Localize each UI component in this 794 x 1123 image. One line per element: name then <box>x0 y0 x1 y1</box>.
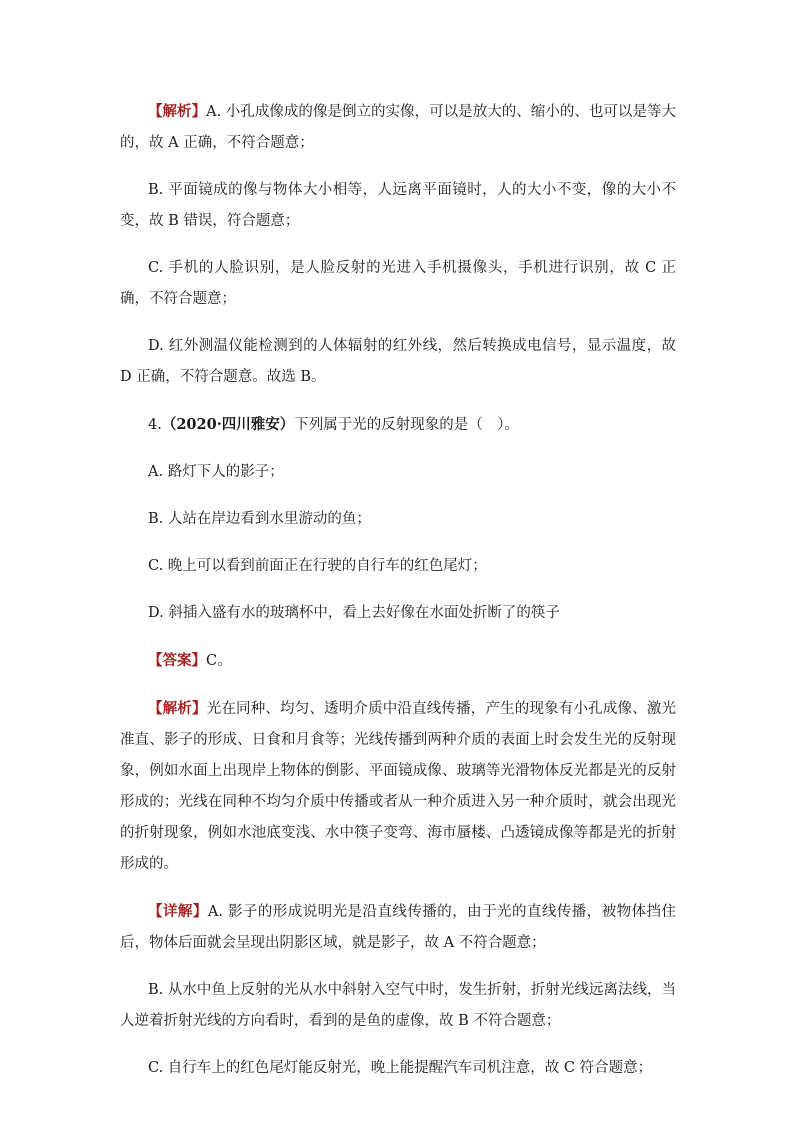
analysis-d-text: D. 红外测温仪能检测到的人体辐射的红外线，然后转换成电信号，显示温度，故 D 正确，不符合题意。故选 B。 <box>120 338 676 385</box>
prev-analysis-b <box>120 175 676 237</box>
analysis-tag: 【解析】 <box>148 103 207 120</box>
option-a <box>120 457 676 488</box>
option-c-text: C. 晚上可以看到前面正在行驶的自行车的红色尾灯； <box>148 558 487 574</box>
detail-a <box>120 896 676 959</box>
detail-c-text: C. 自行车上的红色尾灯能反射光，晚上能提醒汽车司机注意，故 C 符合题意； <box>148 1060 653 1076</box>
detail-a-text: A. 影子的形成说明光是沿直线传播的，由于光的直线传播，被物体挡住后，物体后面就会呈现出阴影区域，就是影子，故 A 不符合题意； <box>120 904 677 951</box>
question-source: （2020·四川雅安） <box>161 416 295 433</box>
detail-tag: 【详解】 <box>148 903 208 920</box>
answer-text: C。 <box>206 653 232 669</box>
analysis-text: 光在同种、均匀、透明介质中沿直线传播，产生的现象有小孔成像、激光准直、影子的形成、日食和月食等；光线传播到两种介质的表面上时会发生光的反射现象，例如水面上出现岸上物体的倒影、平面镜成像、玻璃等光滑物体反光都是光的反射形成的；光线在同种不均匀介质中传播或者从一种介质进入另一种介质时，就会出现光的折射现象，例如水池底变浅、水中筷子变弯、海市蜃楼、凸透镜成像等都是光的折射形成的。 <box>120 701 676 872</box>
option-a-text: A. 路灯下人的影子； <box>148 464 284 480</box>
question-number: 4. <box>148 417 162 433</box>
option-d-text: D. 斜插入盛有水的玻璃杯中，看上去好像在水面处折断了的筷子 <box>148 605 560 621</box>
question-text: 下列属于光的反射现象的是（ ）。 <box>294 417 519 433</box>
analysis-b-text: B. 平面镜成的像与物体大小相等，人远离平面镜时，人的大小不变，像的大小不变，故 B 错误，符合题意； <box>120 182 676 229</box>
analysis <box>120 693 676 880</box>
prev-analysis-d <box>120 331 676 393</box>
answer-tag: 【答案】 <box>148 652 206 669</box>
analysis-c-text: C. 手机的人脸识别，是人脸反射的光进入手机摄像头，手机进行识别，故 C 正确，不符合题意； <box>120 260 676 307</box>
answer <box>120 645 676 677</box>
prev-analysis-c <box>120 253 676 315</box>
analysis-a-text: A. 小孔成像成的像是倒立的实像，可以是放大的、缩小的、也可以是等大的，故 A 正确，不符合题意； <box>120 104 677 151</box>
option-d <box>120 598 676 629</box>
option-c <box>120 551 676 582</box>
prev-analysis-a <box>120 96 676 159</box>
detail-c <box>120 1053 676 1084</box>
detail-b <box>120 975 676 1037</box>
option-b <box>120 504 676 535</box>
analysis-tag-2: 【解析】 <box>148 700 207 717</box>
option-b-text: B. 人站在岸边看到水里游动的鱼； <box>148 511 371 527</box>
detail-b-text: B. 从水中鱼上反射的光从水中斜射入空气中时，发生折射，折射光线远离法线，当人逆着折射光线的方向看时，看到的是鱼的虚像，故 B 不符合题意； <box>120 982 676 1029</box>
question-stem <box>120 409 676 441</box>
